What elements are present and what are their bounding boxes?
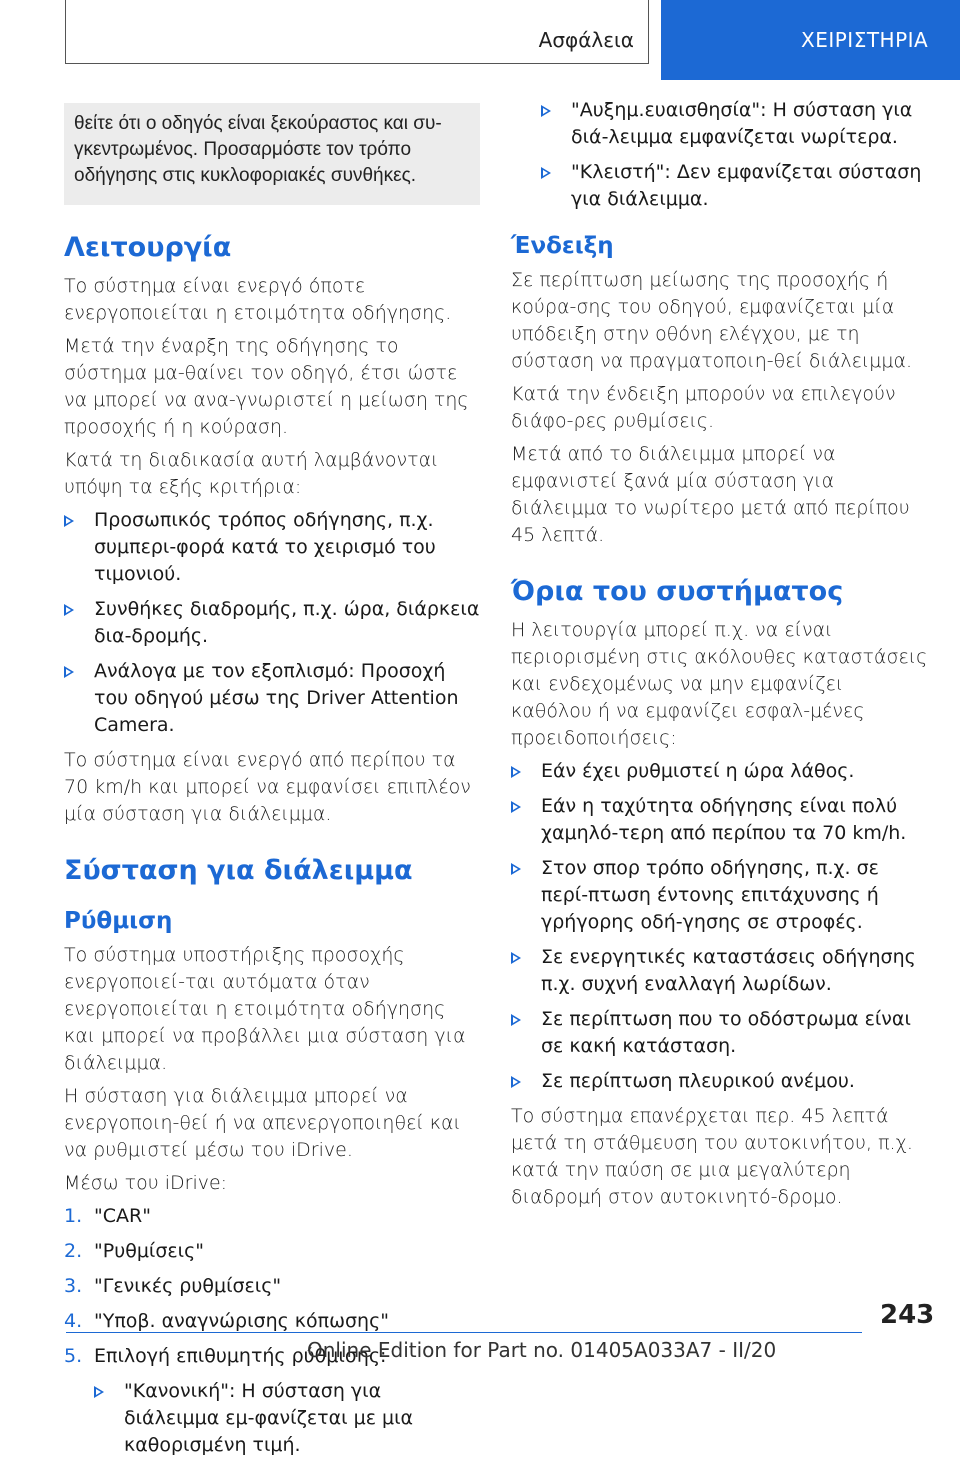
triangle-bullet-icon <box>541 167 551 179</box>
indication-paragraph-3: Μετά από το διάλειμμα μπορεί να εμφανιστεί ξανά μία σύσταση για διάλειμμα το νωρίτερο μετά από περίπου 45 λεπτά. <box>511 443 910 546</box>
list-item: 3. "Γενικές ρυθμίσεις" <box>64 1275 282 1297</box>
list-item: 2. "Ρυθμίσεις" <box>64 1240 204 1262</box>
system-limits-heading: Όρια του συστήματος <box>511 576 844 607</box>
header-section-box <box>65 0 649 64</box>
list-item: "Κλειστή": Δεν εμφανίζεται σύσταση για διάλειμμα. <box>511 159 928 213</box>
triangle-bullet-icon <box>511 801 521 813</box>
setting-paragraph-1: Το σύστημα υποστήριξης προσοχής ενεργοποιεί-ται αυτόματα όταν ενεργοποιείται η ετοιμότητα οδήγησης και μπορεί να προβάλλει μια σύσταση για διάλειμμα. <box>64 944 466 1074</box>
indication-paragraph-1: Σε περίπτωση μείωσης της προσοχής ή κούρα-σης του οδηγού, εμφανίζεται μία υπόδειξη στην οθόνη ελέγχου, με τη σύσταση να πραγματοποιη-θεί διάλειμμα. <box>511 269 913 372</box>
footer-divider <box>66 1332 862 1333</box>
setting-paragraph-3: Μέσω του iDrive: <box>64 1172 228 1194</box>
list-item: 1. "CAR" <box>64 1205 151 1227</box>
operation-paragraph-4: Το σύστημα είναι ενεργό από περίπου τα 70 km/h και μπορεί να εμφανίσει επιπλέον μία σύσταση για διάλειμμα. <box>64 749 471 825</box>
triangle-bullet-icon <box>511 863 521 875</box>
list-item: 4. "Υποβ. αναγνώρισης κόπωσης" <box>64 1310 389 1332</box>
limits-paragraph-1: Η λειτουργία μπορεί π.χ. να είναι περιορισμένη στις ακόλουθες καταστάσεις και ενδεχομένως να μην εμφανίζει καθόλου ή να εμφανίζει εσφαλ-μένες προειδοποιήσεις: <box>511 619 928 749</box>
list-item: Εάν η ταχύτητα οδήγησης είναι πολύ χαμηλό-τερη από περίπου τα 70 km/h. <box>511 793 928 847</box>
list-item: 5. Επιλογή επιθυμητής ρύθμισης: <box>64 1345 387 1367</box>
page-number: 243 <box>880 1300 935 1330</box>
operation-paragraph-2: Μετά την έναρξη της οδήγησης το σύστημα μα-θαίνει τον οδηγό, έτσι ώστε να μπορεί να ανα-γνωριστεί η μείωση της προσοχής ή η κούραση. <box>64 335 469 438</box>
setting-options-list <box>64 1378 480 1459</box>
list-item: Στον σπορ τρόπο οδήγησης, π.χ. σε περί-πτωση έντονης επιτάχυνσης ή γρήγορης οδή-γησης σε στροφές. <box>511 855 928 936</box>
list-item: "Αυξημ.ευαισθησία": Η σύσταση για διά-λειμμα εμφανίζεται νωρίτερα. <box>511 97 928 151</box>
operation-heading: Λειτουργία <box>64 232 232 263</box>
note-box: θείτε ότι ο οδηγός είναι ξεκούραστος και συ-γκεντρωμένος. Προσαρμόστε τον τρόπο οδήγησης στις κυκλοφοριακές συνθήκες. <box>64 103 480 205</box>
triangle-bullet-icon <box>94 1386 104 1398</box>
list-item: Συνθήκες διαδρομής, π.χ. ώρα, διάρκεια δια-δρομής. <box>64 596 480 650</box>
triangle-bullet-icon <box>511 952 521 964</box>
triangle-bullet-icon <box>64 604 74 616</box>
indication-paragraph-2: Κατά την ένδειξη μπορούν να επιλεγούν διάφο-ρες ρυθμίσεις. <box>511 383 896 432</box>
triangle-bullet-icon <box>511 766 521 778</box>
setting-options-list-continued <box>511 97 928 213</box>
list-item: Ανάλογα με τον εξοπλισμό: Προσοχή του οδηγού μέσω της Driver Attention Camera. <box>64 658 480 739</box>
list-item: Προσωπικός τρόπος οδήγησης, π.χ. συμπερι-φορά κατά το χειρισμό του τιμονιού. <box>64 507 480 588</box>
criteria-list <box>64 507 480 739</box>
triangle-bullet-icon <box>511 1076 521 1088</box>
left-column <box>64 103 480 1467</box>
setting-paragraph-2: Η σύσταση για διάλειμμα μπορεί να ενεργοποιη-θεί ή να απενεργοποιηθεί και να ρυθμιστεί μέσω του iDrive. <box>64 1085 461 1161</box>
operation-paragraph-3: Κατά τη διαδικασία αυτή λαμβάνονται υπόψη τα εξής κριτήρια: <box>64 449 439 498</box>
list-item: Σε ενεργητικές καταστάσεις οδήγησης π.χ. συχνή εναλλαγή λωρίδων. <box>511 944 928 998</box>
header-chapter-tab: ΧΕΙΡΙΣΤΗΡΙΑ <box>661 0 960 80</box>
footer-edition-text: Online Edition for Part no. 01405A033A7 - II/20 <box>307 1338 777 1362</box>
list-item: Σε περίπτωση πλευρικού ανέμου. <box>511 1068 928 1095</box>
triangle-bullet-icon <box>541 105 551 117</box>
limits-list <box>511 758 928 1095</box>
list-item: "Κανονική": Η σύσταση για διάλειμμα εμ-φανίζεται με μια καθορισμένη τιμή. <box>64 1378 480 1459</box>
indication-heading: Ένδειξη <box>511 233 614 259</box>
list-item: Σε περίπτωση που το οδόστρωμα είναι σε κακή κατάσταση. <box>511 1006 928 1060</box>
right-column <box>511 97 928 1217</box>
triangle-bullet-icon <box>64 666 74 678</box>
header-section-title: Ασφάλεια <box>538 28 634 52</box>
setting-heading: Ρύθμιση <box>64 908 173 934</box>
break-recommendation-heading: Σύσταση για διάλειμμα <box>64 855 413 886</box>
operation-paragraph-1: Το σύστημα είναι ενεργό όποτε ενεργοποιείται η ετοιμότητα οδήγησης. <box>64 275 452 324</box>
limits-paragraph-2: Το σύστημα επανέρχεται περ. 45 λεπτά μετά τη στάθμευση του αυτοκινήτου, π.χ. κατά την παύση σε μια μεγαλύτερη διαδρομή στον αυτοκινητό-δρομο. <box>511 1105 913 1208</box>
triangle-bullet-icon <box>64 515 74 527</box>
list-item: Εάν έχει ρυθμιστεί η ώρα λάθος. <box>511 758 928 785</box>
triangle-bullet-icon <box>511 1014 521 1026</box>
